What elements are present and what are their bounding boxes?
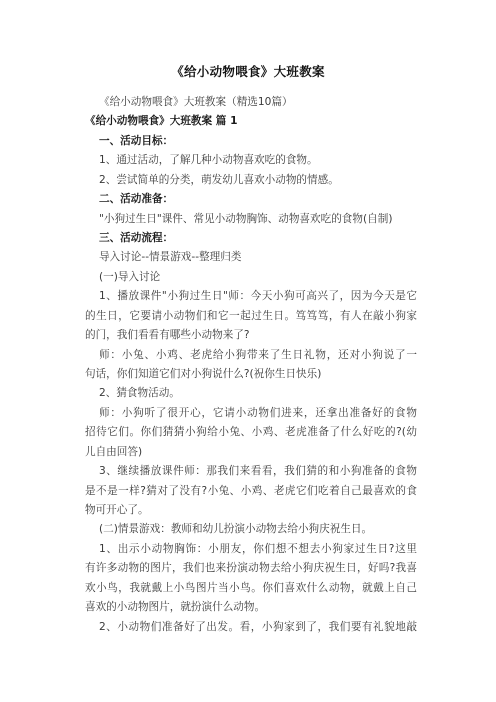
- paragraph-line: 师：小狗听了很开心，它请小动物们进来，还拿出准备好的食物: [99, 407, 417, 419]
- heading-preparation: 二、活动准备：: [99, 193, 174, 205]
- section-heading: 《给小动物喂食》大班教案 篇 1: [85, 115, 238, 127]
- paragraph-line: 2、猜食物活动。: [99, 387, 180, 399]
- paragraph-line: 欢小鸟，我就戴上小鸟图片当小鸟。你们喜欢什么动物，就戴上自己: [85, 582, 417, 594]
- paragraph-line: 师：小兔、小鸡、老虎给小狗带来了生日礼物，还对小狗说了一: [99, 349, 417, 361]
- paragraph-line: 的门，我们看看有哪些小动物来了?: [85, 329, 250, 341]
- paragraph-line: 招待它们。你们猜猜小狗给小兔、小鸡、老虎准备了什么好吃的?(幼: [85, 426, 417, 438]
- paragraph-line: 3、继续播放课件师：那我们来看看，我们猜的和小狗准备的食物: [99, 465, 417, 477]
- objective-1: 1、通过活动，了解几种小动物喜欢吃的食物。: [99, 154, 318, 166]
- subtitle-line: 《给小动物喂食》大班教案（精选10篇）: [99, 96, 293, 108]
- heading-objectives: 一、活动目标：: [99, 135, 174, 147]
- paragraph-line: 的生日，它要请小动物们和它一起过生日。笃笃笃，有人在敲小狗家: [85, 310, 417, 322]
- paragraph-line: 是不是一样?猜对了没有?小兔、小鸡、老虎它们吃着自己最喜欢的食: [85, 485, 417, 497]
- paragraph-line: 句话，你们知道它们对小狗说什么?(祝你生日快乐): [85, 368, 322, 380]
- paragraph-line: 2、小动物们准备好了出发。看，小狗家到了，我们要有礼貌地敲: [99, 621, 417, 633]
- paragraph-line: 有许多动物的图片，我们也来扮演动物去给小狗庆祝生日，好吗?我喜: [85, 562, 417, 574]
- paragraph-line: 喜欢的小动物图片，就扮演什么动物。: [85, 601, 266, 613]
- paragraph-line: 1、出示小动物胸饰：小朋友，你们想不想去小狗家过生日?这里: [99, 543, 417, 555]
- process-overview: 导入讨论--情景游戏--整理归类: [99, 251, 242, 263]
- paragraph-line: 物可开心了。: [85, 504, 149, 516]
- heading-process: 三、活动流程：: [99, 232, 174, 244]
- objective-2: 2、尝试简单的分类，萌发幼儿喜欢小动物的情感。: [99, 174, 339, 186]
- subheading-game: (二)情景游戏：教师和幼儿扮演小动物去给小狗庆祝生日。: [99, 523, 373, 535]
- preparation-text: "小狗过生日"课件、常见小动物胸饰、动物喜欢吃的食物(自制): [99, 213, 393, 225]
- paragraph-line: 1、播放课件"小狗过生日"师：今天小狗可高兴了，因为今天是它: [99, 290, 417, 302]
- paragraph-line: 儿自由回答): [85, 446, 143, 458]
- document-title: 《给小动物喂食》大班教案: [171, 64, 325, 79]
- subheading-intro: (一)导入讨论: [99, 271, 161, 283]
